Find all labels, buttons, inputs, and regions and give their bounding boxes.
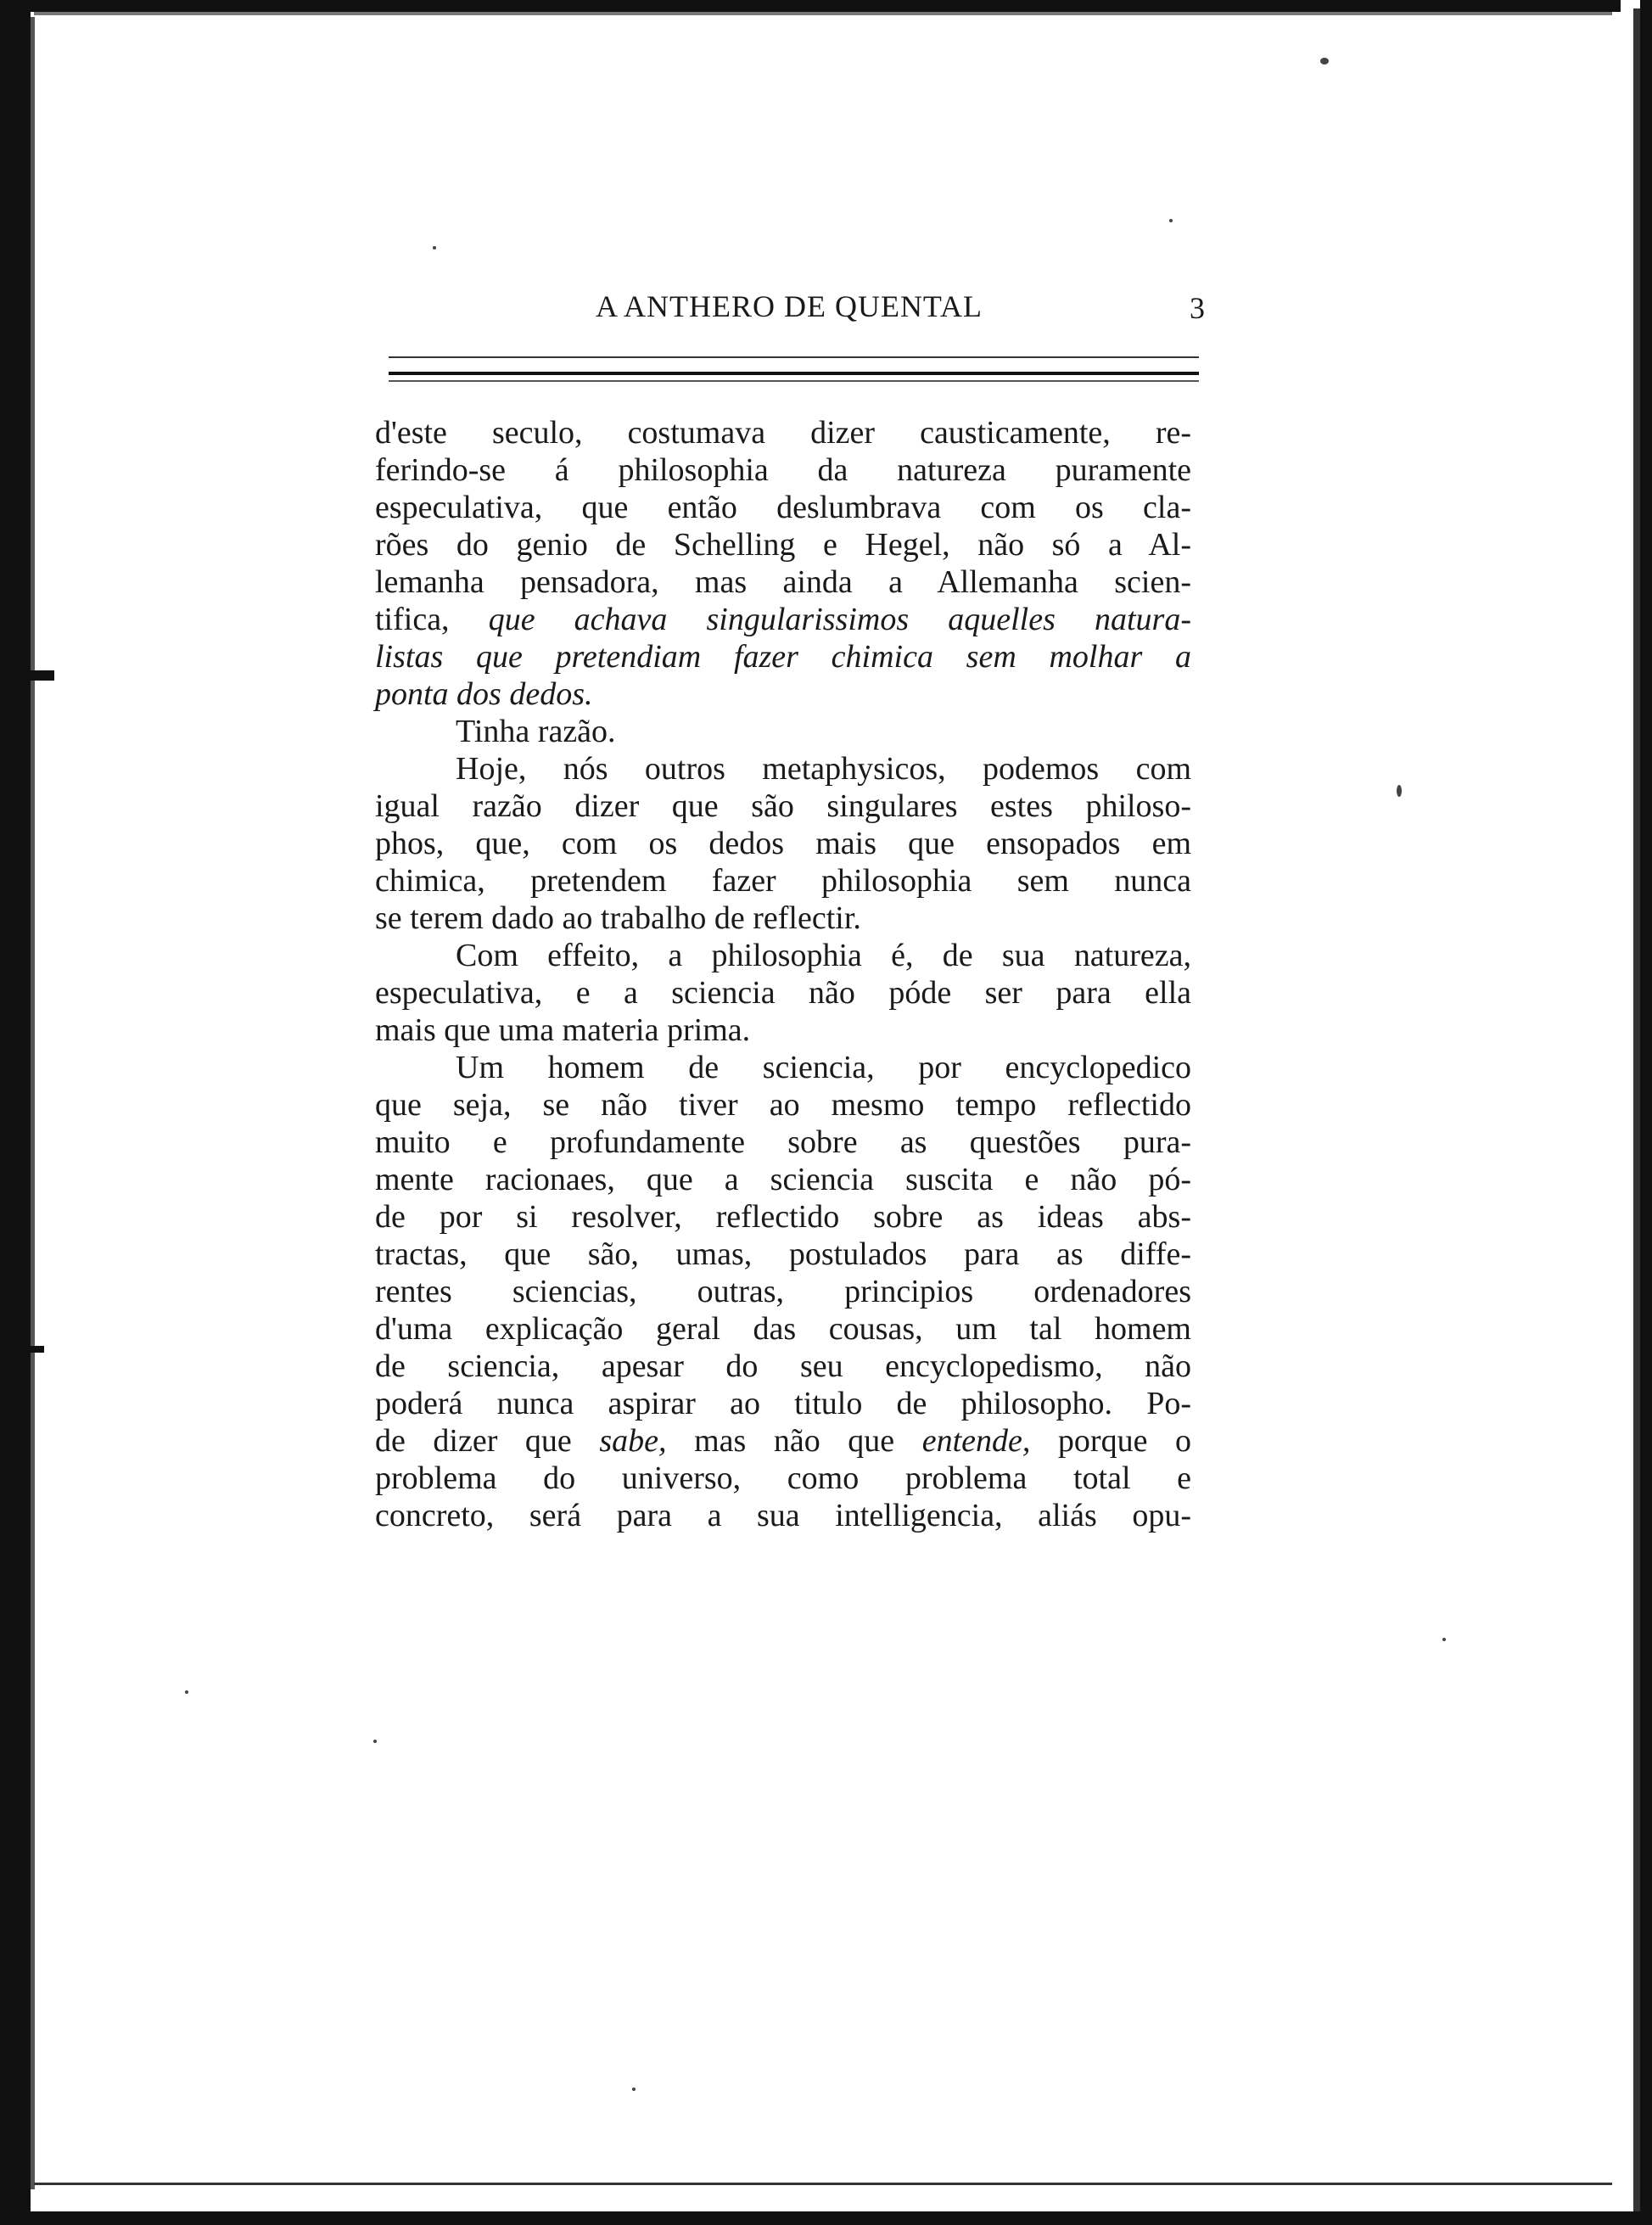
text-line: de sciencia, apesar do seu encyclopedismo, não (375, 1348, 1191, 1384)
text-segment: tifica, (375, 602, 450, 637)
header-rule-thick (389, 372, 1199, 375)
italic-quote: que achava singularissimos aquelles natura- (488, 602, 1191, 637)
text-line-mixed (375, 1422, 1191, 1460)
text-segment: de dizer que (375, 1423, 572, 1459)
italic-quote-line: ponta dos dedos. (375, 676, 593, 712)
text-line: lemanha pensadora, mas ainda a Allemanha scien- (375, 564, 1191, 600)
page-number: 3 (1190, 291, 1205, 325)
page-edge-right (1640, 0, 1652, 2225)
text-line: mente racionaes, que a sciencia suscita e não pó- (375, 1162, 1191, 1197)
scan-speck (1169, 219, 1173, 222)
page-edge-top-shadow (34, 12, 1612, 15)
text-line: concreto, será para a sua intelligencia, aliás opu- (375, 1498, 1191, 1533)
header-rule-thin (389, 356, 1199, 358)
scan-speck (185, 1690, 188, 1694)
text-line: rentes sciencias, outras, principios ordenadores (375, 1274, 1191, 1309)
paragraph-start: Um homem de sciencia, por encyclopedico (456, 1050, 1191, 1085)
page-edge-right-shadow (1633, 8, 1640, 2223)
text-line: d'este seculo, costumava dizer causticamente, re- (375, 415, 1191, 451)
text-segment: porque o (1057, 1423, 1191, 1459)
text-line: phos, que, com os dedos mais que ensopados em (375, 826, 1191, 861)
scan-speck (1320, 58, 1329, 64)
paragraph-start: Tinha razão. (456, 714, 616, 749)
page-edge-left-shadow (31, 17, 35, 2189)
text-line: especulativa, que então deslumbrava com os cla- (375, 490, 1191, 525)
scan-speck (373, 1740, 377, 1743)
scan-speck (1397, 785, 1402, 797)
italic-quote-line: listas que pretendiam fazer chimica sem molhar a (375, 639, 1191, 675)
text-line-mixed (375, 601, 1191, 638)
text-line: tractas, que são, umas, postulados para as diffe- (375, 1236, 1191, 1272)
text-line: ferindo-se á philosophia da natureza puramente (375, 452, 1191, 488)
page-edge-left (0, 0, 31, 2225)
text-line: chimica, pretendem fazer philosophia sem nunca (375, 863, 1191, 899)
italic-word: sabe, (599, 1423, 667, 1459)
running-head (373, 289, 1205, 339)
body-text (375, 414, 1191, 1534)
running-title: A ANTHERO DE QUENTAL (595, 289, 983, 323)
page-edge-bottom (25, 2211, 1652, 2225)
text-line: se terem dado ao trabalho de reflectir. (375, 900, 861, 936)
scan-speck (1442, 1638, 1446, 1641)
binding-nick-upper (0, 670, 54, 681)
text-line: d'uma explicação geral das cousas, um tal homem (375, 1311, 1191, 1347)
text-line: mais que uma materia prima. (375, 1012, 751, 1048)
paragraph-start: Hoje, nós outros metaphysicos, podemos com (456, 751, 1191, 787)
page-edge-top (25, 0, 1621, 12)
paragraph-start: Com effeito, a philosophia é, de sua natureza, (456, 938, 1191, 973)
text-line: poderá nunca aspirar ao titulo de philosopho. Po- (375, 1386, 1191, 1421)
text-line: especulativa, e a sciencia não póde ser para ella (375, 975, 1191, 1011)
header-rule-under (389, 380, 1199, 382)
scan-speck (632, 2088, 636, 2091)
text-line: problema do universo, como problema total e (375, 1460, 1191, 1496)
text-segment: mas não que (694, 1423, 895, 1459)
text-line: que seja, se não tiver ao mesmo tempo reflectido (375, 1087, 1191, 1123)
italic-word: entende, (921, 1423, 1031, 1459)
scan-speck (433, 246, 436, 249)
text-line: rões do genio de Schelling e Hegel, não só a Al- (375, 527, 1191, 563)
text-line: igual razão dizer que são singulares estes philoso- (375, 788, 1191, 824)
page-edge-bottom-line (34, 2183, 1612, 2185)
text-line: muito e profundamente sobre as questões pura- (375, 1124, 1191, 1160)
binding-nick-lower (0, 1346, 44, 1353)
text-line: de por si resolver, reflectido sobre as ideas abs- (375, 1199, 1191, 1235)
